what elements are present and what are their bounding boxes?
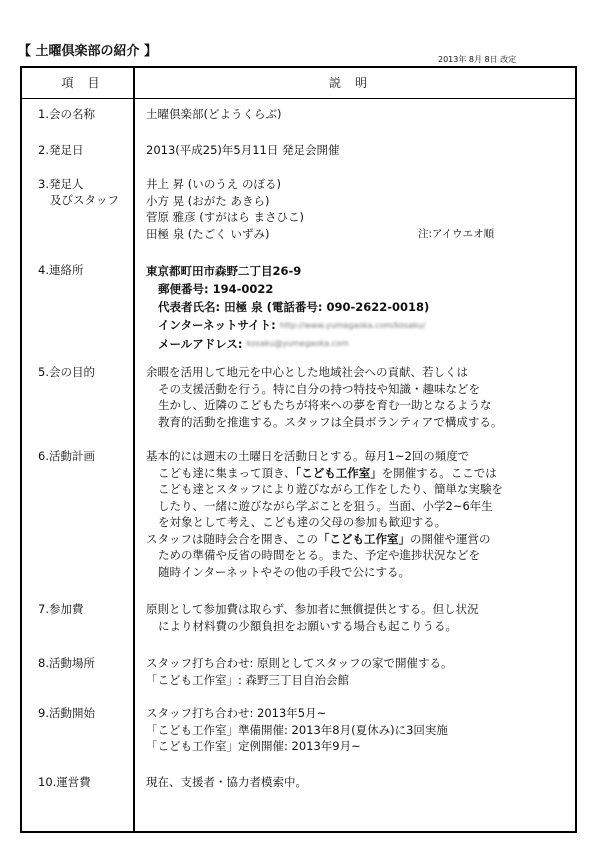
row-body-operating-cost	[146, 774, 578, 791]
text-line: 生かし、近隣のこどもたちが将来への夢を育む一助となるような	[158, 398, 492, 412]
text-line: ための準備や反省の時間をとる。また、予定や進捗状況などを	[158, 548, 480, 562]
row-label-founding-date: 2.発足日	[38, 143, 84, 157]
row-body-venue	[146, 655, 578, 688]
text-line	[146, 465, 578, 482]
row-label-founders	[22, 176, 146, 208]
row-label-fee: 7.参加費	[38, 602, 84, 616]
row-label-activity-plan: 6.活動計画	[38, 449, 95, 463]
staff-member: 小方 晃 (おがた あきら)	[146, 193, 270, 208]
header-divider	[22, 98, 575, 99]
revision-date: 2013年 8月 8日 改定	[438, 55, 517, 64]
text-line: 2013(平成25)年5月11日 発足会開催	[146, 143, 340, 157]
email-label: メールアドレス:	[158, 336, 243, 351]
row-label-venue: 8.活動場所	[38, 656, 95, 670]
row-body-purpose	[146, 364, 578, 430]
text-line: 現在、支援者・協力者模索中。	[146, 775, 307, 789]
staff-name: 田極 泉 (たごく いずみ)	[146, 226, 270, 241]
row-body-founding-date	[146, 142, 578, 159]
row-body-contact	[146, 262, 578, 353]
text-line: スタッフ打ち合わせ: 原則としてスタッフの家で開催する。	[146, 656, 453, 670]
text-line: 基本的には週末の土曜日を活動日とする。毎月1~2回の頻度で	[146, 449, 470, 463]
text-line: を対象として考え、こども達の父母の参加も歓迎する。	[158, 515, 447, 529]
row-label-contact: 4.連絡所	[38, 263, 84, 277]
row-body-activity-plan	[146, 448, 578, 580]
workshop-name: 「こども工作室」	[318, 531, 411, 546]
text-line: 「こども工作室」: 森野三丁目自治会館	[146, 672, 350, 687]
website-label: インターネットサイト:	[158, 318, 276, 332]
email-link[interactable]: kosaku@yumegaoka.com	[246, 339, 349, 348]
workshop-name: 「こども工作室」	[295, 465, 382, 480]
text-line: その支援活動を行う。特に自分の持つ特技や知識・趣味などを	[158, 381, 480, 396]
label-line: 及びスタッフ	[50, 193, 119, 207]
text-line: 随時インターネットやその他の手段で公にする。	[158, 564, 410, 579]
row-label-purpose: 5.会の目的	[38, 365, 95, 379]
text-fragment: の開催や運営の	[410, 531, 491, 546]
header-item: 項目	[61, 76, 114, 90]
text-line: 「こども工作室」準備開催: 2013年8月(夏休み)に3回実施	[146, 722, 448, 737]
website-link[interactable]: http://www.yumegaoka.com/kosaku/	[279, 320, 426, 330]
row-label-start: 9.活動開始	[38, 706, 95, 720]
text-fragment: こども達に集まって頂き、	[158, 465, 296, 480]
text-line: 教育的活動を推進する。スタッフは全員ボランティアで構成する。	[158, 414, 503, 429]
row-body-name	[146, 106, 578, 123]
text-line: 原則として参加費は取らず、参加者に無償提供とする。但し状況	[146, 602, 479, 616]
row-label-operating-cost: 10.運営費	[38, 775, 91, 789]
postal-code: 郵便番号: 194-0022	[158, 282, 274, 296]
intro-table	[20, 66, 577, 833]
document-title: 【 土曜倶楽部の紹介 】	[18, 44, 158, 59]
staff-member	[146, 226, 578, 243]
text-line: こども達とスタッフにより遊びながら工作をしたり、簡単な実験を	[158, 482, 503, 496]
text-fragment: スタッフは随時会合を開き、この	[146, 531, 319, 546]
representative: 代表者氏名: 田極 泉 (電話番号: 090-2622-0018)	[158, 300, 430, 314]
text-line: したり、一緒に遊びながら学ぶことを狙う。当面、小学2~6年生	[158, 498, 493, 513]
address: 東京都町田市森野二丁目26-9	[146, 264, 302, 278]
row-body-start	[146, 705, 578, 755]
website-line	[146, 316, 578, 335]
text-fragment: を開催する。ここでは	[381, 465, 497, 480]
text-line: により材料費の少額負担をお願いする場合も起こりうる。	[158, 618, 457, 633]
text-line: 「こども工作室」定例開催: 2013年9月~	[146, 739, 361, 753]
text-line	[146, 531, 578, 548]
row-body-founders	[146, 176, 578, 242]
row-body-fee	[146, 601, 578, 634]
text-line: スタッフ打ち合わせ: 2013年5月~	[146, 706, 327, 720]
header-description: 説明	[328, 76, 381, 90]
staff-member: 菅原 雅彦 (すがはら まさひこ)	[146, 210, 304, 224]
text-line: 土曜倶楽部(どようくらぶ)	[146, 107, 282, 121]
text-line: 余暇を活用して地元を中心とした地域社会への貢献、若しくは	[146, 365, 468, 379]
email-line	[146, 335, 578, 354]
row-label-name: 1.会の名称	[38, 107, 95, 121]
label-line: 3.発足人	[38, 177, 84, 191]
order-note: 注:アイウエオ順	[418, 227, 495, 240]
staff-member: 井上 昇 (いのうえ のぼる)	[146, 177, 281, 191]
